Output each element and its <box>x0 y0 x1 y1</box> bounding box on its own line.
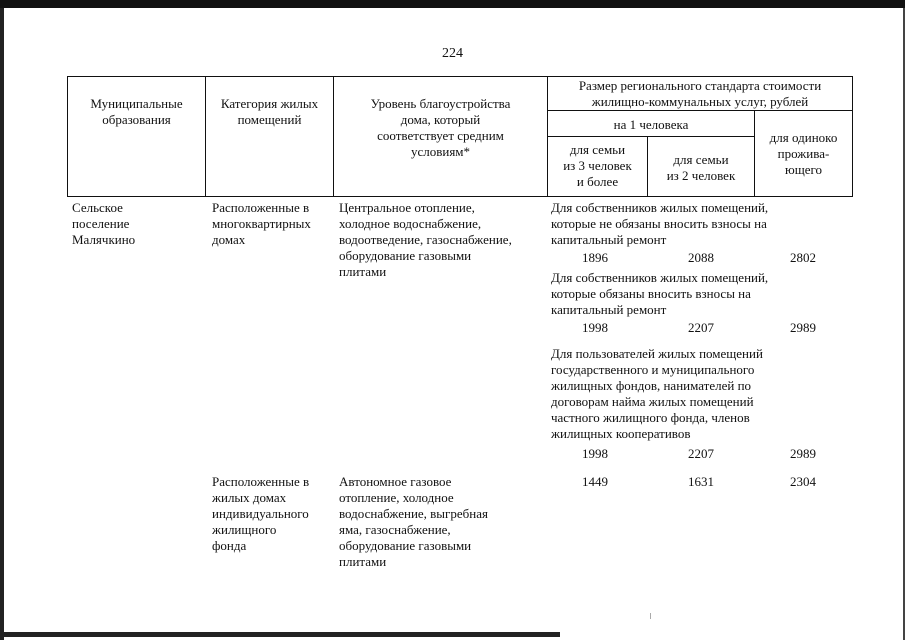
scan-speck <box>650 613 651 619</box>
header-family3: для семьи из 3 человек и более <box>563 142 632 189</box>
value-single: 2989 <box>790 446 816 461</box>
scan-border-bottom <box>0 632 560 637</box>
header-category: Категория жилых помещений <box>220 96 319 127</box>
group2-label: Для собственников жилых помещений, которые обязаны вносить взносы на капитальный ремонт <box>551 270 769 317</box>
header-family2: для семьи из 2 человек <box>666 152 736 183</box>
page-number: 224 <box>442 46 463 61</box>
header-per-person: на 1 человека <box>613 117 689 132</box>
value-family3: 1998 <box>582 320 608 335</box>
value-family3: 1896 <box>582 250 608 265</box>
row2-level: Автономное газовое отопление, холодное водоснабжение, выгребная яма, газоснабжение, оборудование газовыми плитами <box>339 474 488 569</box>
value-family3: 1449 <box>582 474 608 489</box>
value-family3: 1998 <box>582 446 608 461</box>
value-family2: 2207 <box>688 446 714 461</box>
row2-category: Расположенные в жилых домах индивидуального жилищного фонда <box>212 474 310 553</box>
value-single: 2989 <box>790 320 816 335</box>
value-family2: 2088 <box>688 250 714 265</box>
value-single: 2802 <box>790 250 816 265</box>
header-standard: Размер регионального стандарта стоимости жилищно-коммунальных услуг, рублей <box>578 78 822 109</box>
value-family2: 2207 <box>688 320 714 335</box>
scan-border-left <box>0 8 4 640</box>
header-single: для одиноко прожива- ющего <box>769 130 838 177</box>
value-single: 2304 <box>790 474 816 489</box>
header-municipality: Муниципальные образования <box>90 96 183 127</box>
header-level: Уровень благоустройства дома, который соответствует средним условиям* <box>370 96 511 159</box>
group2-values <box>550 320 850 336</box>
row1-level: Центральное отопление, холодное водоснабжение, водоотведение, газоснабжение, оборудование газовыми плитами <box>339 200 512 279</box>
group1-values <box>550 250 850 266</box>
group3-label: Для пользователей жилых помещений государственного и муниципального жилищных фондов, нанимателей по договорам найма жилых помещений частного жилищного фонда, членов жилищных кооперативов <box>551 346 763 441</box>
scan-border-top <box>0 0 905 8</box>
group3-values <box>550 446 850 462</box>
group1-label: Для собственников жилых помещений, которые не обязаны вносить взносы на капитальный ремонт <box>551 200 769 247</box>
row2-values <box>550 474 850 490</box>
value-family2: 1631 <box>688 474 714 489</box>
municipality-cell: Сельское поселение Малячкино <box>72 200 136 247</box>
row1-category: Расположенные в многоквартирных домах <box>212 200 311 247</box>
